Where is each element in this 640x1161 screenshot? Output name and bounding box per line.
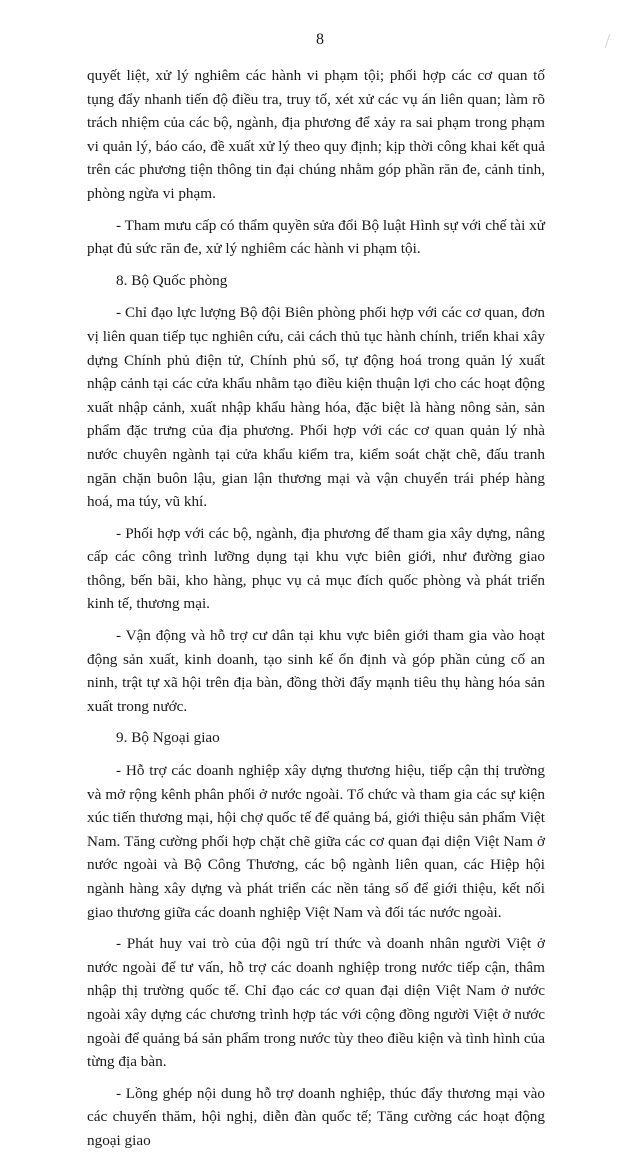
section-heading-ministry-of-foreign-affairs: 9. Bộ Ngoại giao bbox=[116, 729, 220, 747]
paragraph-overseas-vietnamese: - Phát huy vai trò của đội ngũ trí thức và doanh nhân người Việt ở nước ngoài để tư vấn, hỗ trợ các doanh nghiệp trong nước tiếp cận, thâm nhập thị trường quốc tế. Chỉ đạo các cơ quan đại diện Việt Nam ở nước ngoài xây dựng các chương trình hợp tác với cộng đồng người Việt ở nước ngoài để quảng bá sản phẩm trong nước tùy theo điều kiện và tình hình của từng địa bàn. bbox=[87, 935, 545, 1071]
paragraph-brand-support: - Hỗ trợ các doanh nghiệp xây dựng thương hiệu, tiếp cận thị trường và mở rộng kênh phân phối ở nước ngoài. Tổ chức và tham gia các sự kiện xúc tiến thương mại, hội chợ quốc tế để quảng bá, giới thiệu sản phẩm Việt Nam. Tăng cường phối hợp chặt chẽ giữa các cơ quan đại diện Việt Nam ở nước ngoài và Bộ Công Thương, các bộ ngành liên quan, các Hiệp hội ngành hàng xây dựng và phát triển các nền tảng số để giới thiệu, kết nối giao thương giữa các doanh nghiệp Việt Nam và đối tác nước ngoài. bbox=[87, 762, 545, 921]
page-number: 8 bbox=[316, 31, 324, 48]
paragraph-border-residents: - Vận động và hỗ trợ cư dân tại khu vực biên giới tham gia vào hoạt động sản xuất, kinh doanh, tạo sinh kế ổn định và góp phần củng cố an ninh, trật tự xã hội trên địa bàn, đồng thời đẩy mạnh tiêu thụ hàng hóa sản xuất trong nước. bbox=[87, 627, 545, 715]
paragraph-border-guard: - Chỉ đạo lực lượng Bộ đội Biên phòng phối hợp với các cơ quan, đơn vị liên quan tiếp tục nghiên cứu, cải cách thủ tục hành chính, triển khai xây dựng Chính phủ điện tử, Chính phủ số, tự động hoá trong quản lý xuất nhập cảnh tại các cửa khẩu nhằm tạo điều kiện thuận lợi cho các hoạt động xuất nhập cảnh, xuất nhập khẩu hàng hóa, đặc biệt là hàng nông sản, sản phẩm đặc trưng của địa phương. Phối hợp với các cơ quan quản lý nhà nước chuyên ngành tại cửa khẩu kiểm tra, kiểm soát chặt chẽ, đấu tranh ngăn chặn buôn lậu, gian lận thương mại và vận chuyển trái phép hàng hoá, ma túy, vũ khí. bbox=[87, 304, 545, 511]
paragraph-continued: quyết liệt, xử lý nghiêm các hành vi phạm tội; phối hợp các cơ quan tố tụng đẩy nhanh tiến độ điều tra, truy tố, xét xử các vụ án liên quan; làm rõ trách nhiệm của các bộ, ngành, địa phương để xảy ra sai phạm trong phạm vi quản lý, báo cáo, đề xuất xử lý theo quy định; kịp thời công khai kết quả trên các phương tiện thông tin đại chúng nhằm góp phần răn đe, cảnh tỉnh, phòng ngừa vi phạm. bbox=[87, 67, 545, 202]
section-heading-ministry-of-defense: 8. Bộ Quốc phòng bbox=[116, 271, 228, 289]
paragraph-dual-use-works: - Phối hợp với các bộ, ngành, địa phương để tham gia xây dựng, nâng cấp các công trình lưỡng dụng tại khu vực biên giới, như đường giao thông, bến bãi, kho hàng, phục vụ cả mục đích quốc phòng và phát triển kinh tế, thương mại. bbox=[87, 524, 545, 613]
paragraph-diplomatic-activities: - Lồng ghép nội dung hỗ trợ doanh nghiệp, thúc đẩy thương mại vào các chuyến thăm, hội nghị, diễn đàn quốc tế; Tăng cường các hoạt động ngoại giao bbox=[87, 1084, 545, 1149]
document-body bbox=[87, 64, 545, 1161]
paragraph-criminal-code: - Tham mưu cấp có thẩm quyền sửa đổi Bộ luật Hình sự với chế tài xử phạt đủ sức răn đe, xử lý nghiêm các hành vi phạm tội. bbox=[87, 216, 545, 258]
